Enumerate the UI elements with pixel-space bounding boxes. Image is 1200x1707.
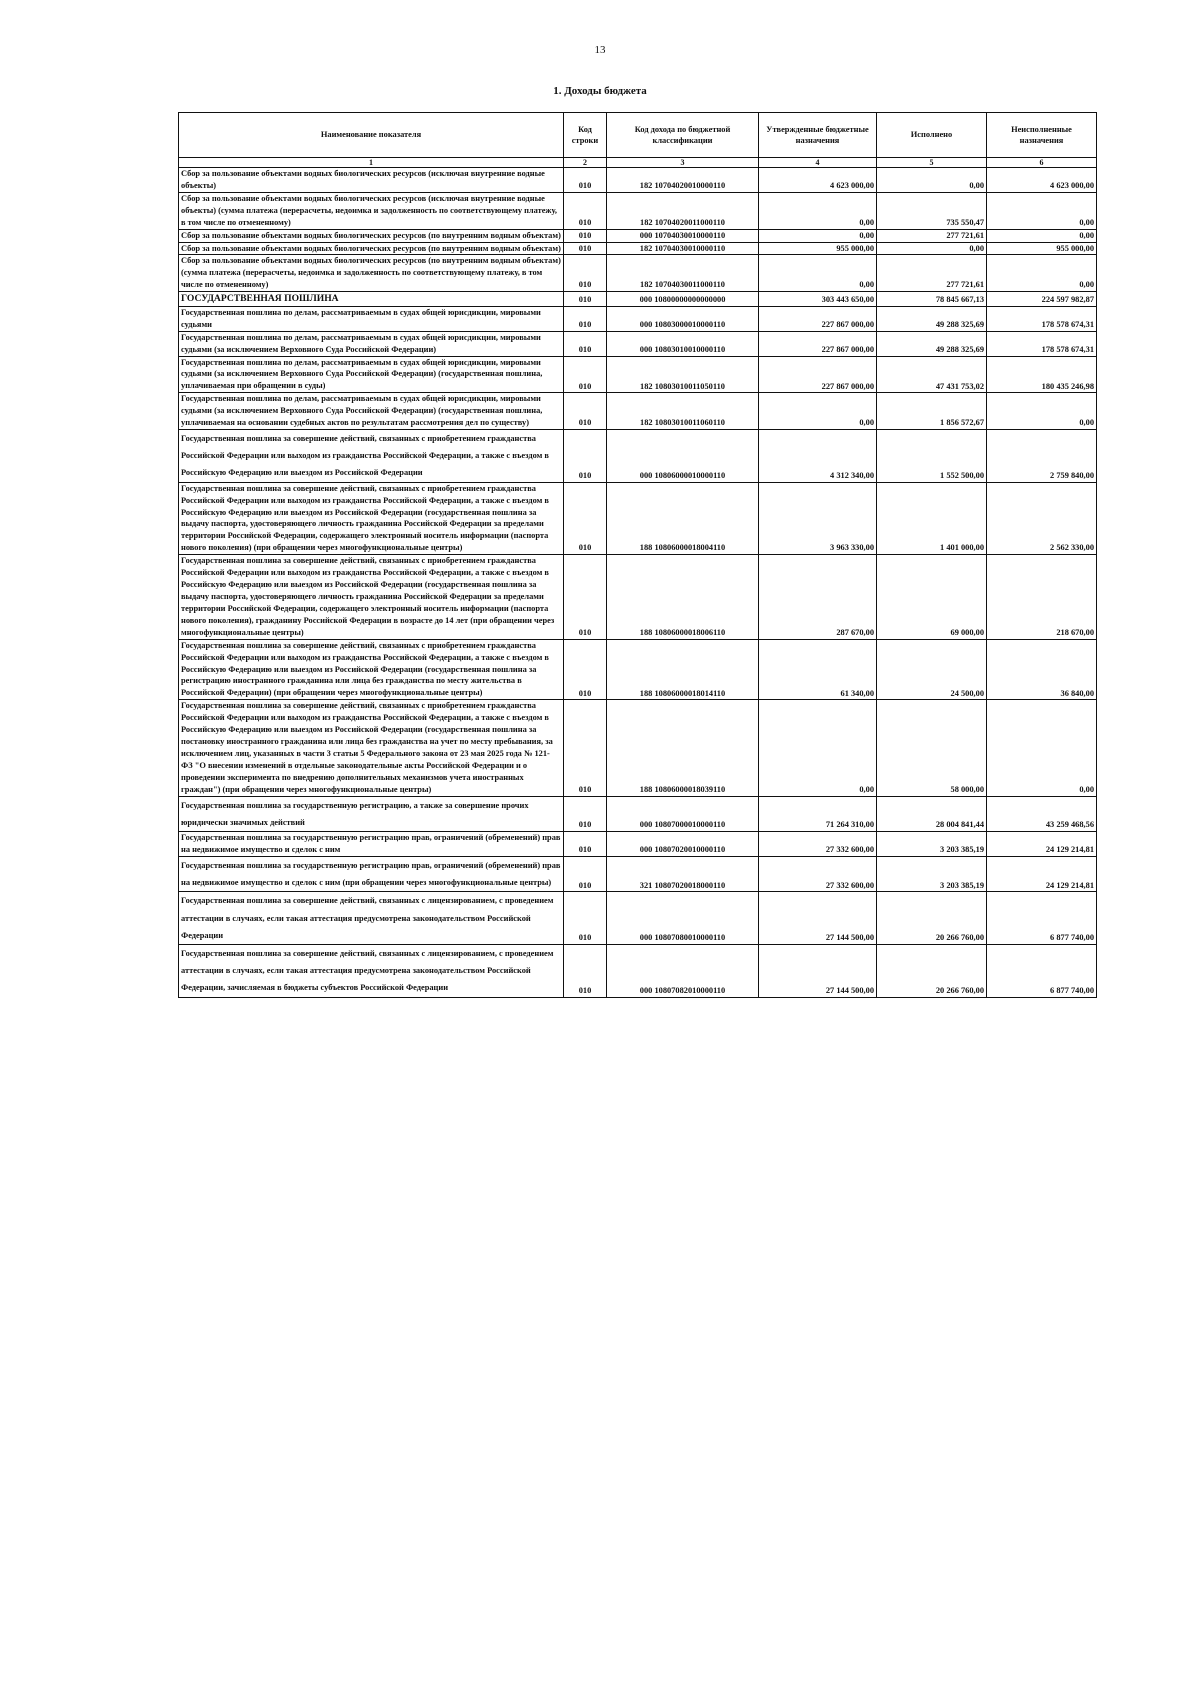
row-budget-code-cell: 000 10807080010000110 (607, 892, 759, 945)
row-line-code-cell: 010 (564, 700, 607, 796)
row-executed-cell: 49 288 325,69 (877, 331, 987, 356)
revenue-table (178, 112, 1097, 998)
table-row (179, 292, 1097, 307)
column-number: 2 (564, 158, 607, 168)
row-unexecuted-cell: 178 578 674,31 (987, 306, 1097, 331)
row-line-code-cell: 010 (564, 168, 607, 193)
row-line-code-cell: 010 (564, 482, 607, 555)
row-line-code-cell: 010 (564, 856, 607, 891)
row-unexecuted-cell: 24 129 214,81 (987, 856, 1097, 891)
row-line-code-cell: 010 (564, 242, 607, 255)
row-approved-cell: 4 312 340,00 (759, 430, 877, 483)
column-number: 5 (877, 158, 987, 168)
row-unexecuted-cell: 0,00 (987, 700, 1097, 796)
row-approved-cell: 3 963 330,00 (759, 482, 877, 555)
row-line-code-cell: 010 (564, 945, 607, 998)
row-name-cell: Государственная пошлина по делам, рассматриваемым в судах общей юрисдикции, мировыми судьями (за исключением Верховного Суда Российской Федерации) (государственная пошлина, уплачиваемая при обращении в суды) (179, 356, 564, 393)
row-unexecuted-cell: 6 877 740,00 (987, 892, 1097, 945)
row-budget-code-cell: 321 10807020018000110 (607, 856, 759, 891)
row-line-code-cell: 010 (564, 255, 607, 292)
row-approved-cell: 27 144 500,00 (759, 892, 877, 945)
row-unexecuted-cell: 2 562 330,00 (987, 482, 1097, 555)
row-name-cell: ГОСУДАРСТВЕННАЯ ПОШЛИНА (179, 292, 564, 307)
row-line-code-cell: 010 (564, 393, 607, 430)
row-budget-code-cell: 000 10803000010000110 (607, 306, 759, 331)
table-row (179, 482, 1097, 555)
row-line-code-cell: 010 (564, 639, 607, 700)
row-line-code-cell: 010 (564, 892, 607, 945)
row-approved-cell: 303 443 650,00 (759, 292, 877, 307)
table-row (179, 306, 1097, 331)
row-budget-code-cell: 000 10807000010000110 (607, 796, 759, 831)
row-executed-cell: 277 721,61 (877, 255, 987, 292)
row-unexecuted-cell: 4 623 000,00 (987, 168, 1097, 193)
row-executed-cell: 0,00 (877, 242, 987, 255)
row-name-cell: Государственная пошлина за совершение действий, связанных с приобретением гражданства Российской Федерации или выходом из гражданства Российской Федерации, а также с въездом в Российскую Федерацию или выездом из Российской Федерации (государственная пошлина за регистрацию иностранного гражданина или лица без гражданства по месту жительства в Российской Федерации) (при обращении через многофункциональные центры) (179, 639, 564, 700)
row-approved-cell: 0,00 (759, 393, 877, 430)
header-budget-code: Код дохода по бюджетной классификации (607, 113, 759, 158)
row-executed-cell: 20 266 760,00 (877, 892, 987, 945)
row-executed-cell: 24 500,00 (877, 639, 987, 700)
row-unexecuted-cell: 224 597 982,87 (987, 292, 1097, 307)
row-name-cell: Государственная пошлина за совершение действий, связанных с приобретением гражданства Российской Федерации или выходом из гражданства Российской Федерации, а также с въездом в Российскую Федерацию или выездом из Российской Федерации (государственная пошлина за выдачу паспорта, удостоверяющего личность гражданина Российской Федерации за пределами территории Российской Федерации, содержащего электронный носитель информации (паспорта нового поколения) (при обращении через многофункциональные центры) (179, 482, 564, 555)
row-budget-code-cell: 182 10704020010000110 (607, 168, 759, 193)
row-approved-cell: 61 340,00 (759, 639, 877, 700)
row-approved-cell: 227 867 000,00 (759, 331, 877, 356)
row-approved-cell: 27 332 600,00 (759, 856, 877, 891)
row-unexecuted-cell: 178 578 674,31 (987, 331, 1097, 356)
row-executed-cell: 69 000,00 (877, 555, 987, 639)
row-line-code-cell: 010 (564, 832, 607, 857)
row-approved-cell: 0,00 (759, 192, 877, 229)
row-unexecuted-cell: 43 259 468,56 (987, 796, 1097, 831)
row-executed-cell: 1 401 000,00 (877, 482, 987, 555)
row-approved-cell: 227 867 000,00 (759, 306, 877, 331)
row-name-cell: Сбор за пользование объектами водных биологических ресурсов (по внутренним водным объектам) (сумма платежа (перерасчеты, недоимка и задолженность по соответствующему платежу, в том числе по отмененному) (179, 255, 564, 292)
row-line-code-cell: 010 (564, 430, 607, 483)
row-executed-cell: 58 000,00 (877, 700, 987, 796)
table-row (179, 192, 1097, 229)
column-number-row (179, 158, 1097, 168)
table-row (179, 796, 1097, 831)
row-name-cell: Сбор за пользование объектами водных биологических ресурсов (исключая внутренние водные объекты) (179, 168, 564, 193)
revenue-table-container (178, 112, 1096, 998)
row-unexecuted-cell: 955 000,00 (987, 242, 1097, 255)
column-number: 6 (987, 158, 1097, 168)
row-executed-cell: 0,00 (877, 168, 987, 193)
row-budget-code-cell: 000 10807020010000110 (607, 832, 759, 857)
row-budget-code-cell: 000 10806000010000110 (607, 430, 759, 483)
row-line-code-cell: 010 (564, 356, 607, 393)
row-executed-cell: 49 288 325,69 (877, 306, 987, 331)
header-name: Наименование показателя (179, 113, 564, 158)
row-approved-cell: 71 264 310,00 (759, 796, 877, 831)
row-name-cell: Государственная пошлина за государственную регистрацию прав, ограничений (обременений) прав на недвижимое имущество и сделок с ним (при обращении через многофункциональные центры) (179, 856, 564, 891)
row-name-cell: Сбор за пользование объектами водных биологических ресурсов (по внутренним водным объектам) (179, 229, 564, 242)
row-name-cell: Сбор за пользование объектами водных биологических ресурсов (исключая внутренние водные объекты) (сумма платежа (перерасчеты, недоимка и задолженность по соответствующему платежу, в том числе по отмененному) (179, 192, 564, 229)
row-approved-cell: 0,00 (759, 700, 877, 796)
row-budget-code-cell: 182 10704030011000110 (607, 255, 759, 292)
row-name-cell: Государственная пошлина за совершение действий, связанных с лицензированием, с проведением аттестации в случаях, если такая аттестация предусмотрена законодательством Российской Федерации (179, 892, 564, 945)
row-name-cell: Государственная пошлина за государственную регистрацию прав, ограничений (обременений) прав на недвижимое имущество и сделок с ним (179, 832, 564, 857)
row-budget-code-cell: 188 10806000018014110 (607, 639, 759, 700)
row-budget-code-cell: 000 10803010010000110 (607, 331, 759, 356)
row-name-cell: Сбор за пользование объектами водных биологических ресурсов (по внутренним водным объектам) (179, 242, 564, 255)
table-row (179, 832, 1097, 857)
table-body (179, 168, 1097, 998)
row-approved-cell: 955 000,00 (759, 242, 877, 255)
table-row (179, 255, 1097, 292)
row-executed-cell: 3 203 385,19 (877, 832, 987, 857)
row-executed-cell: 3 203 385,19 (877, 856, 987, 891)
row-line-code-cell: 010 (564, 192, 607, 229)
row-name-cell: Государственная пошлина за совершение действий, связанных с приобретением гражданства Российской Федерации или выходом из гражданства Российской Федерации, а также с въездом в Российскую Федерацию или выездом из Российской Федерации (государственная пошлина за выдачу паспорта, удостоверяющего личность гражданина Российской Федерации за пределами территории Российской Федерации, содержащего электронный носитель информации (паспорта нового поколения), гражданину Российской Федерации в возрасте до 14 лет (при обращении через многофункциональные центры) (179, 555, 564, 639)
row-budget-code-cell: 188 10806000018039110 (607, 700, 759, 796)
row-approved-cell: 287 670,00 (759, 555, 877, 639)
column-number: 3 (607, 158, 759, 168)
row-budget-code-cell: 188 10806000018006110 (607, 555, 759, 639)
row-name-cell: Государственная пошлина за совершение действий, связанных с приобретением гражданства Российской Федерации или выходом из гражданства Российской Федерации, а также с въездом в Российскую Федерацию или выездом из Российской Федерации (179, 430, 564, 483)
row-budget-code-cell: 182 10803010011050110 (607, 356, 759, 393)
row-unexecuted-cell: 6 877 740,00 (987, 945, 1097, 998)
table-row (179, 639, 1097, 700)
row-budget-code-cell: 000 10800000000000000 (607, 292, 759, 307)
row-line-code-cell: 010 (564, 306, 607, 331)
row-executed-cell: 28 004 841,44 (877, 796, 987, 831)
column-number: 4 (759, 158, 877, 168)
row-name-cell: Государственная пошлина по делам, рассматриваемым в судах общей юрисдикции, мировыми судьями (179, 306, 564, 331)
row-budget-code-cell: 182 10803010011060110 (607, 393, 759, 430)
header-line-code: Код строки (564, 113, 607, 158)
table-row (179, 856, 1097, 891)
table-row (179, 331, 1097, 356)
table-row (179, 700, 1097, 796)
header-approved: Утвержденные бюджетные назначения (759, 113, 877, 158)
row-budget-code-cell: 182 10704020011000110 (607, 192, 759, 229)
row-unexecuted-cell: 0,00 (987, 192, 1097, 229)
row-approved-cell: 27 332 600,00 (759, 832, 877, 857)
row-budget-code-cell: 188 10806000018004110 (607, 482, 759, 555)
row-executed-cell: 1 552 500,00 (877, 430, 987, 483)
row-unexecuted-cell: 0,00 (987, 255, 1097, 292)
row-line-code-cell: 010 (564, 331, 607, 356)
row-budget-code-cell: 182 10704030010000110 (607, 242, 759, 255)
row-line-code-cell: 010 (564, 292, 607, 307)
row-line-code-cell: 010 (564, 555, 607, 639)
table-row (179, 393, 1097, 430)
row-line-code-cell: 010 (564, 796, 607, 831)
row-executed-cell: 47 431 753,02 (877, 356, 987, 393)
table-row (179, 430, 1097, 483)
row-budget-code-cell: 000 10704030010000110 (607, 229, 759, 242)
table-row (179, 892, 1097, 945)
row-line-code-cell: 010 (564, 229, 607, 242)
row-name-cell: Государственная пошлина по делам, рассматриваемым в судах общей юрисдикции, мировыми судьями (за исключением Верховного Суда Российской Федерации) (179, 331, 564, 356)
row-unexecuted-cell: 2 759 840,00 (987, 430, 1097, 483)
row-approved-cell: 4 623 000,00 (759, 168, 877, 193)
row-name-cell: Государственная пошлина за совершение действий, связанных с лицензированием, с проведением аттестации в случаях, если такая аттестация предусмотрена законодательством Российской Федерации, зачисляемая в бюджеты субъектов Российской Федерации (179, 945, 564, 998)
table-row (179, 945, 1097, 998)
row-executed-cell: 1 856 572,67 (877, 393, 987, 430)
row-unexecuted-cell: 180 435 246,98 (987, 356, 1097, 393)
table-row (179, 356, 1097, 393)
row-unexecuted-cell: 0,00 (987, 393, 1097, 430)
row-budget-code-cell: 000 10807082010000110 (607, 945, 759, 998)
row-approved-cell: 0,00 (759, 229, 877, 242)
row-unexecuted-cell: 0,00 (987, 229, 1097, 242)
row-name-cell: Государственная пошлина за совершение действий, связанных с приобретением гражданства Российской Федерации или выходом из гражданства Российской Федерации, а также с въездом в Российскую Федерацию или выездом из Российской Федерации (государственная пошлина за постановку иностранного гражданина или лица без гражданства на учет по месту пребывания, за исключением лиц, указанных в части 3 статьи 5 Федерального закона от 23 мая 2025 года № 121-ФЗ "О внесении изменений в отдельные законодательные акты Российской Федерации и о проведении эксперимента по внедрению дополнительных механизмов учета иностранных граждан") (при обращении через многофункциональные центры) (179, 700, 564, 796)
row-name-cell: Государственная пошлина за государственную регистрацию, а также за совершение прочих юридически значимых действий (179, 796, 564, 831)
header-executed: Исполнено (877, 113, 987, 158)
table-row (179, 168, 1097, 193)
row-name-cell: Государственная пошлина по делам, рассматриваемым в судах общей юрисдикции, мировыми судьями (за исключением Верховного Суда Российской Федерации) (государственная пошлина, уплачиваемая на основании судебных актов по результатам рассмотрения дел по существу) (179, 393, 564, 430)
page-number: 13 (594, 44, 606, 56)
header-row (179, 113, 1097, 158)
row-unexecuted-cell: 24 129 214,81 (987, 832, 1097, 857)
row-approved-cell: 227 867 000,00 (759, 356, 877, 393)
row-executed-cell: 20 266 760,00 (877, 945, 987, 998)
row-unexecuted-cell: 218 670,00 (987, 555, 1097, 639)
table-row (179, 229, 1097, 242)
header-unexecuted: Неисполненные назначения (987, 113, 1097, 158)
row-approved-cell: 27 144 500,00 (759, 945, 877, 998)
row-executed-cell: 735 550,47 (877, 192, 987, 229)
row-executed-cell: 277 721,61 (877, 229, 987, 242)
table-row (179, 555, 1097, 639)
table-row (179, 242, 1097, 255)
row-unexecuted-cell: 36 840,00 (987, 639, 1097, 700)
row-executed-cell: 78 845 667,13 (877, 292, 987, 307)
row-approved-cell: 0,00 (759, 255, 877, 292)
section-title: 1. Доходы бюджета (553, 85, 647, 97)
column-number: 1 (179, 158, 564, 168)
